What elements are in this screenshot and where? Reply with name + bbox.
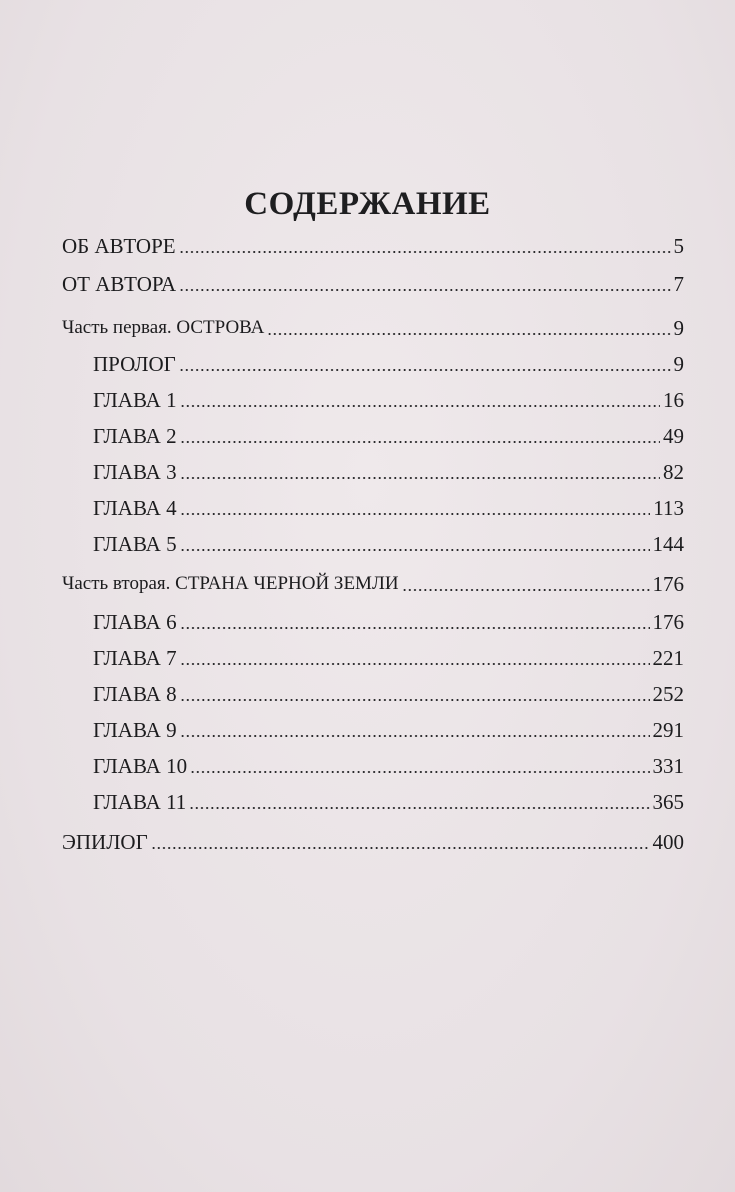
toc-entry-page: 9 <box>673 352 684 376</box>
toc-entry-chapter-11 <box>93 786 684 814</box>
dot-leader <box>180 462 660 480</box>
toc-entry-page: 176 <box>652 572 684 596</box>
toc-entry-label: ГЛАВА 4 <box>93 496 177 520</box>
toc-entry-label: ГЛАВА 1 <box>93 388 177 412</box>
toc-entry-label: ГЛАВА 10 <box>93 754 188 778</box>
toc-entry-page: 291 <box>652 718 684 742</box>
toc-entry-part-two <box>62 568 684 596</box>
dot-leader <box>190 756 649 774</box>
toc-entry-chapter-7 <box>93 642 684 670</box>
toc-entry-from-author <box>62 268 684 296</box>
toc-entry-page: 7 <box>673 272 684 296</box>
toc-entry-prologue <box>93 348 684 376</box>
dot-leader <box>180 720 650 738</box>
dot-leader <box>179 236 671 254</box>
toc-entry-chapter-6 <box>93 606 684 634</box>
toc-entry-label: ОБ АВТОРЕ <box>62 234 176 258</box>
toc-entry-label: ГЛАВА 6 <box>93 610 177 634</box>
toc-entry-page: 82 <box>663 460 684 484</box>
page-title: СОДЕРЖАНИЕ <box>244 186 491 222</box>
dot-leader <box>402 574 650 592</box>
dot-leader <box>180 390 660 408</box>
toc-entry-label: ПРОЛОГ <box>93 352 176 376</box>
toc-entry-chapter-9 <box>93 714 684 742</box>
dot-leader <box>267 318 670 336</box>
dot-leader <box>151 832 650 850</box>
toc-entry-part-one <box>62 312 684 340</box>
dot-leader <box>180 612 650 630</box>
toc-entry-chapter-2 <box>93 420 684 448</box>
toc-entry-chapter-3 <box>93 456 684 484</box>
toc-entry-page: 331 <box>652 754 684 778</box>
dot-leader <box>180 684 650 702</box>
dot-leader <box>189 792 649 810</box>
toc-entry-label: ГЛАВА 8 <box>93 682 177 706</box>
toc-entry-page: 252 <box>652 682 684 706</box>
toc-entry-page: 144 <box>652 532 684 556</box>
toc-entry-epilogue <box>62 826 684 854</box>
toc-entry-chapter-5 <box>93 528 684 556</box>
toc-entry-label: ГЛАВА 5 <box>93 532 177 556</box>
toc-entry-page: 176 <box>652 610 684 634</box>
toc-entry-label: Часть первая. ОСТРОВА <box>62 317 265 338</box>
toc-entry-label: ЭПИЛОГ <box>62 830 148 854</box>
toc-entry-label: ГЛАВА 7 <box>93 646 177 670</box>
toc-entry-page: 365 <box>652 790 684 814</box>
toc-entry-page: 5 <box>673 234 684 258</box>
dot-leader <box>180 648 650 666</box>
toc-entry-page: 400 <box>652 830 684 854</box>
toc-entry-about-author <box>62 230 684 258</box>
toc-entry-chapter-4 <box>93 492 684 520</box>
dot-leader <box>180 498 651 516</box>
toc-entry-label: ГЛАВА 3 <box>93 460 177 484</box>
toc-entry-page: 113 <box>653 496 684 520</box>
dot-leader <box>180 426 660 444</box>
dot-leader <box>179 274 670 292</box>
toc-entry-label: ГЛАВА 11 <box>93 790 187 814</box>
toc-entry-page: 49 <box>663 424 684 448</box>
toc-entry-chapter-10 <box>93 750 684 778</box>
toc-entry-chapter-8 <box>93 678 684 706</box>
toc-entry-label: ГЛАВА 2 <box>93 424 177 448</box>
toc-entry-label: Часть вторая. СТРАНА ЧЕРНОЙ ЗЕМЛИ <box>62 573 399 594</box>
dot-leader <box>180 534 650 552</box>
toc-entry-label: ОТ АВТОРА <box>62 272 177 296</box>
toc-entry-label: ГЛАВА 9 <box>93 718 177 742</box>
toc-entry-page: 9 <box>673 316 684 340</box>
toc-entry-page: 16 <box>663 388 684 412</box>
toc-entry-chapter-1 <box>93 384 684 412</box>
dot-leader <box>179 354 671 372</box>
toc-entry-page: 221 <box>652 646 684 670</box>
